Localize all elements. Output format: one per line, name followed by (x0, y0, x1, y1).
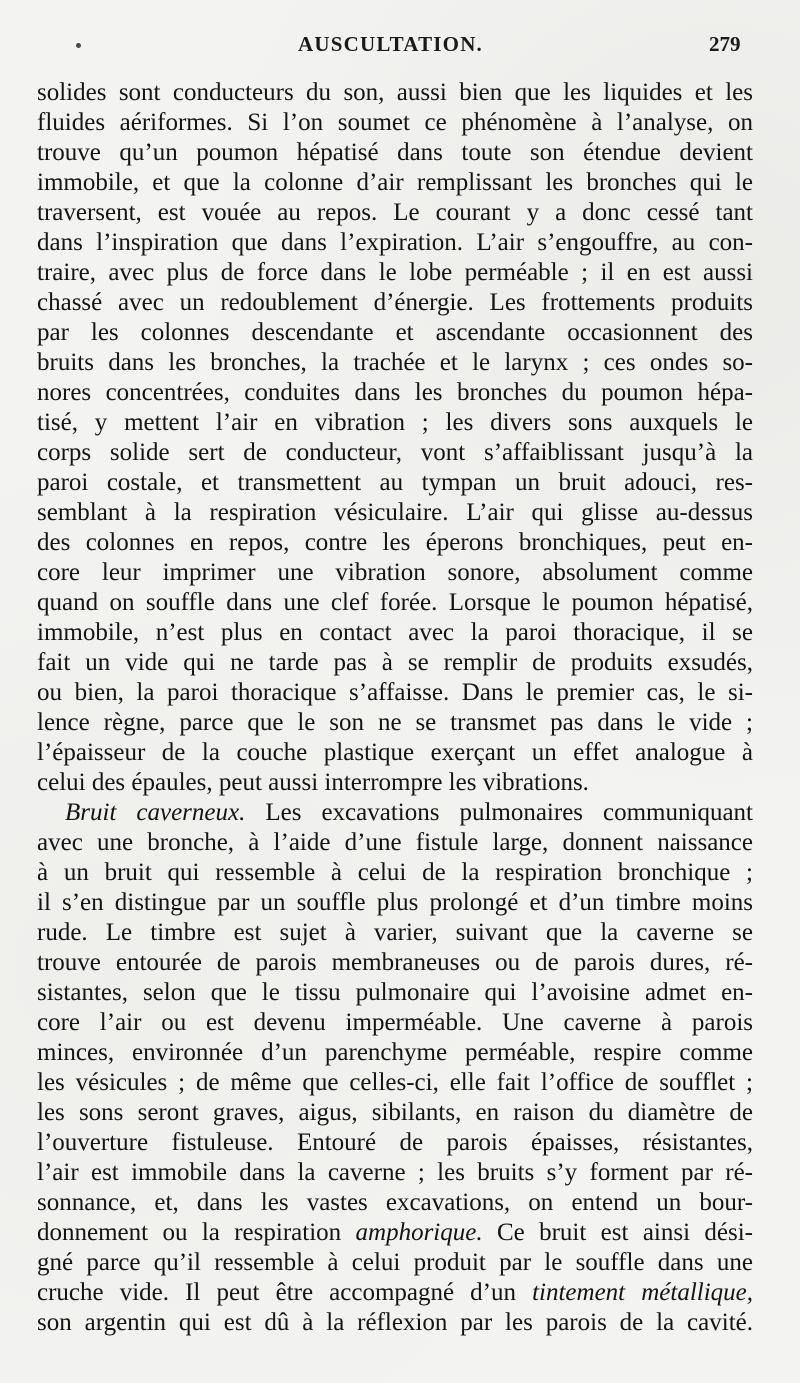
ink-speck (76, 43, 81, 48)
text-line: les vésicules ; de même que celles-ci, elle fait l’office de soufflet ; (37, 1069, 753, 1096)
body-text (37, 78, 753, 1338)
text-line (37, 1278, 753, 1308)
text-line: avec une bronche, à l’aide d’une fistule large, donnent naissance (37, 829, 753, 856)
text-line: sistantes, selon que le tissu pulmonaire qui l’avoisine admet en- (37, 979, 753, 1006)
text-line: son argentin qui est dû à la réflexion par les parois de la cavité. (37, 1309, 753, 1336)
paragraph-respiration-bronchique (37, 78, 753, 798)
text-line: ou bien, la paroi thoracique s’affaisse. Dans le premier cas, le si- (37, 679, 753, 706)
text-line: immobile, n’est plus en contact avec la paroi thoracique, il se (37, 619, 753, 646)
text-line: bruits dans les bronches, la trachée et le larynx ; ces ondes so- (37, 349, 753, 376)
text-line: semblant à la respiration vésiculaire. L’air qui glisse au-dessus (37, 499, 753, 526)
section-heading-bruit-caverneux: Bruit caverneux. (65, 799, 246, 826)
text-line-content: cruche vide. Il peut être accompagné d’un (37, 1279, 533, 1306)
text-line: tisé, y mettent l’air en vibration ; les divers sons auxquels le (37, 409, 753, 436)
page-header (0, 30, 800, 64)
running-title: AUSCULTATION. (298, 32, 484, 56)
text-line: à un bruit qui ressemble à celui de la respiration bronchique ; (37, 859, 753, 886)
text-line: traire, avec plus de force dans le lobe perméable ; il en est aussi (37, 259, 753, 286)
text-line: corps solide sert de conducteur, vont s’affaiblissant jusqu’à la (37, 439, 753, 466)
text-line-content: donnement ou la respiration (37, 1219, 356, 1246)
text-line: core l’air ou est devenu imperméable. Une caverne à parois (37, 1009, 753, 1036)
text-line: immobile, et que la colonne d’air remplissant les bronches qui le (37, 169, 753, 196)
text-line: il s’en distingue par un souffle plus prolongé et d’un timbre moins (37, 889, 753, 916)
text-line: fait un vide qui ne tarde pas à se remplir de produits exsudés, (37, 649, 753, 676)
text-line: celui des épaules, peut aussi interrompre les vibrations. (37, 769, 589, 796)
text-line: trouve entourée de parois membraneuses ou de parois dures, ré- (37, 949, 753, 976)
text-line: solides sont conducteurs du son, aussi bien que les liquides et les (37, 79, 753, 106)
text-line: l’épaisseur de la couche plastique exerçant un effet analogue à (37, 739, 753, 766)
text-line: des colonnes en repos, contre les éperons bronchiques, peut en- (37, 529, 753, 556)
text-line (37, 798, 753, 828)
term-amphorique: amphorique. (355, 1219, 483, 1246)
text-line: paroi costale, et transmettent au tympan un bruit adouci, res- (37, 469, 753, 496)
text-line: chassé avec un redoublement d’énergie. Les frottements produits (37, 289, 753, 316)
text-line (37, 1218, 753, 1248)
text-line: par les colonnes descendante et ascendante occasionnent des (37, 319, 753, 346)
text-line: lence règne, parce que le son ne se transmet pas dans le vide ; (37, 709, 753, 736)
text-line: rude. Le timbre est sujet à varier, suivant que la caverne se (37, 919, 753, 946)
text-line-content: Ce bruit est ainsi dési- (482, 1219, 753, 1246)
text-line: fluides aériformes. Si l’on soumet ce phénomène à l’analyse, on (37, 109, 753, 136)
text-line: minces, environnée d’un parenchyme perméable, respire comme (37, 1039, 753, 1066)
text-line: traversent, est vouée au repos. Le courant y a donc cessé tant (37, 199, 753, 226)
text-line: sonnance, et, dans les vastes excavations, on entend un bour- (37, 1189, 753, 1216)
text-line: trouve qu’un poumon hépatisé dans toute son étendue devient (37, 139, 753, 166)
page-number: 279 (709, 32, 741, 56)
text-line: quand on souffle dans une clef forée. Lorsque le poumon hépatisé, (37, 589, 753, 616)
text-line: core leur imprimer une vibration sonore, absolument comme (37, 559, 753, 586)
paragraph-lines (37, 828, 753, 1218)
text-line: les sons seront graves, aigus, sibilants, en raison du diamètre de (37, 1099, 753, 1126)
text-line: l’ouverture fistuleuse. Entouré de parois épaisses, résistantes, (37, 1129, 753, 1156)
paragraph-bruit-caverneux (37, 798, 753, 1338)
text-line: gné parce qu’il ressemble à celui produit par le souffle dans une (37, 1249, 753, 1276)
text-line: l’air est immobile dans la caverne ; les bruits s’y forment par ré- (37, 1159, 753, 1186)
text-line-content: Les excavations pulmonaires communiquant (245, 799, 753, 826)
text-line: dans l’inspiration que dans l’expiration. L’air s’engouffre, au con- (37, 229, 753, 256)
term-tintement-metallique: tintement métallique, (532, 1279, 753, 1306)
text-line: nores concentrées, conduites dans les bronches du poumon hépa- (37, 379, 753, 406)
